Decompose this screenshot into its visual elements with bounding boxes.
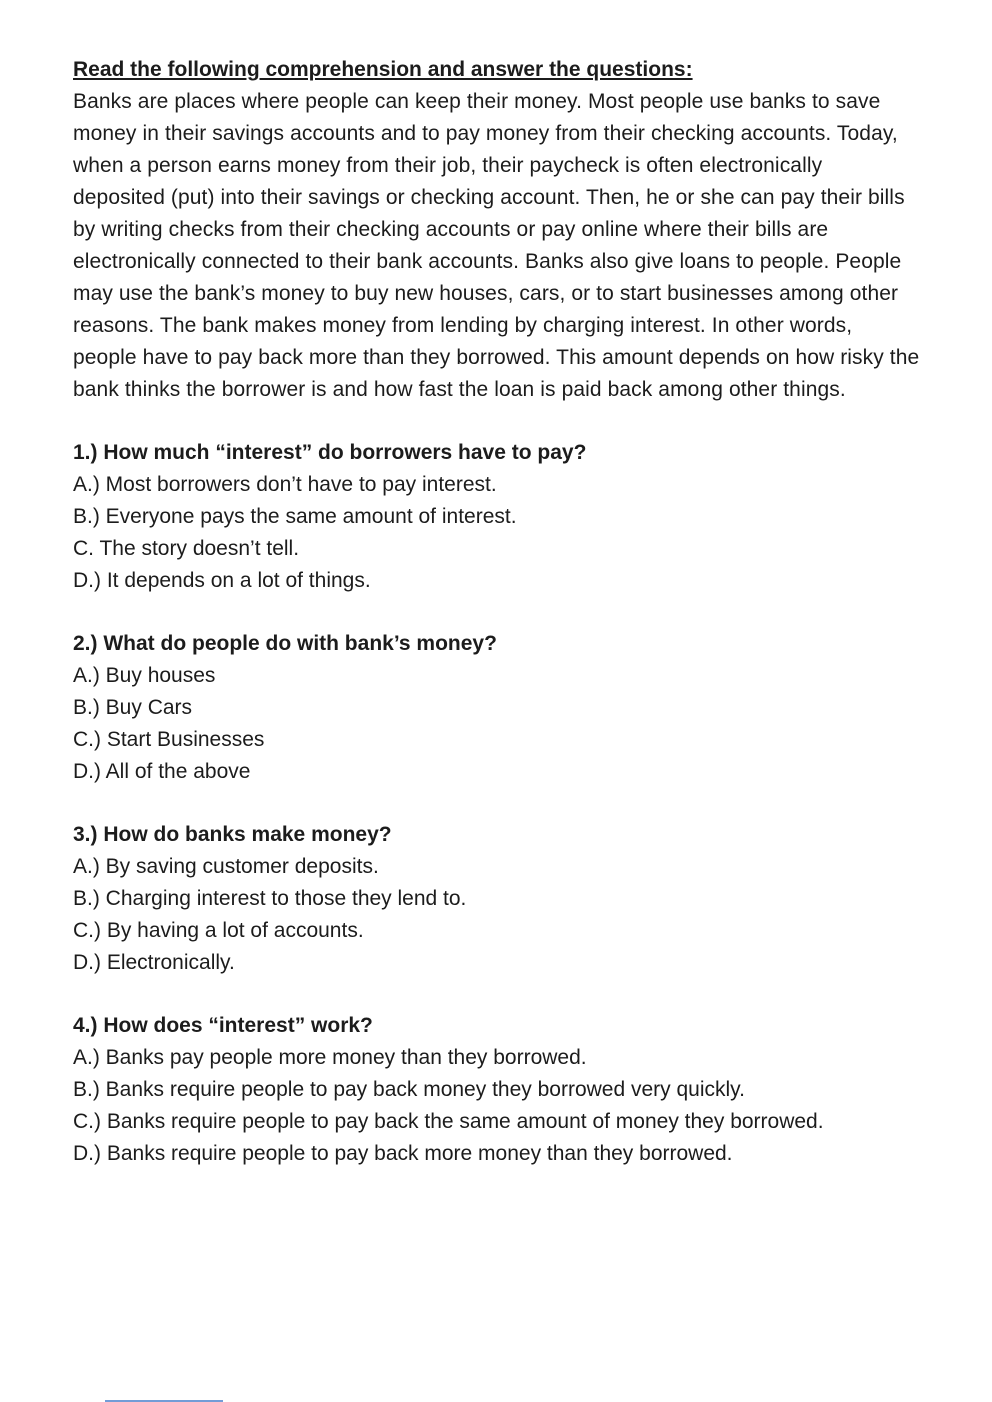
answer-option: B.) Everyone pays the same amount of interest.	[73, 505, 517, 528]
answer-option: A.) Most borrowers don’t have to pay interest.	[73, 473, 497, 496]
answer-option: A.) Buy houses	[73, 664, 216, 687]
answer-option: C.) Start Businesses	[73, 728, 265, 751]
answer-option: D.) Electronically.	[73, 951, 235, 974]
answer-option: B.) Banks require people to pay back money they borrowed very quickly.	[73, 1078, 745, 1101]
answer-option: D.) Banks require people to pay back more money than they borrowed.	[73, 1142, 733, 1165]
answer-option: C.) By having a lot of accounts.	[73, 919, 364, 942]
page-title: Read the following comprehension and answer the questions:	[73, 58, 693, 81]
answer-option: D.) It depends on a lot of things.	[73, 569, 371, 592]
answer-option: B.) Charging interest to those they lend to.	[73, 887, 467, 910]
question-block	[73, 628, 920, 788]
cut-off-footer-link[interactable]	[105, 1393, 223, 1402]
question-prompt: 4.) How does “interest” work?	[73, 1014, 373, 1037]
answer-option: C. The story doesn’t tell.	[73, 537, 300, 560]
answer-option: A.) By saving customer deposits.	[73, 855, 379, 878]
questions-section	[73, 437, 920, 1170]
question-prompt: 1.) How much “interest” do borrowers have to pay?	[73, 441, 587, 464]
reading-passage: Banks are places where people can keep their money. Most people use banks to save money in their savings accounts and to pay money from their checking accounts. Today, when a person earns money from their job, their paycheck is often electronically deposited (put) into their savings or checking account. Then, he or she can pay their bills by writing checks from their checking accounts or pay online where their bills are electronically connected to their bank accounts. Banks also give loans to people. People may use the bank’s money to buy new houses, cars, or to start businesses among other reasons. The bank makes money from lending by charging interest. In other words, people have to pay back more than they borrowed. This amount depends on how risky the bank thinks the borrower is and how fast the loan is paid back among other things.	[73, 90, 920, 401]
question-options	[73, 1042, 920, 1170]
question-prompt: 3.) How do banks make money?	[73, 823, 392, 846]
question-block	[73, 437, 920, 597]
answer-option: D.) All of the above	[73, 760, 251, 783]
answer-option: C.) Banks require people to pay back the same amount of money they borrowed.	[73, 1110, 824, 1133]
question-block	[73, 819, 920, 979]
question-block	[73, 1010, 920, 1170]
answer-option: A.) Banks pay people more money than they borrowed.	[73, 1046, 587, 1069]
answer-option: B.) Buy Cars	[73, 696, 193, 719]
question-prompt: 2.) What do people do with bank’s money?	[73, 632, 497, 655]
question-options	[73, 660, 920, 788]
question-options	[73, 851, 920, 979]
question-options	[73, 469, 920, 597]
